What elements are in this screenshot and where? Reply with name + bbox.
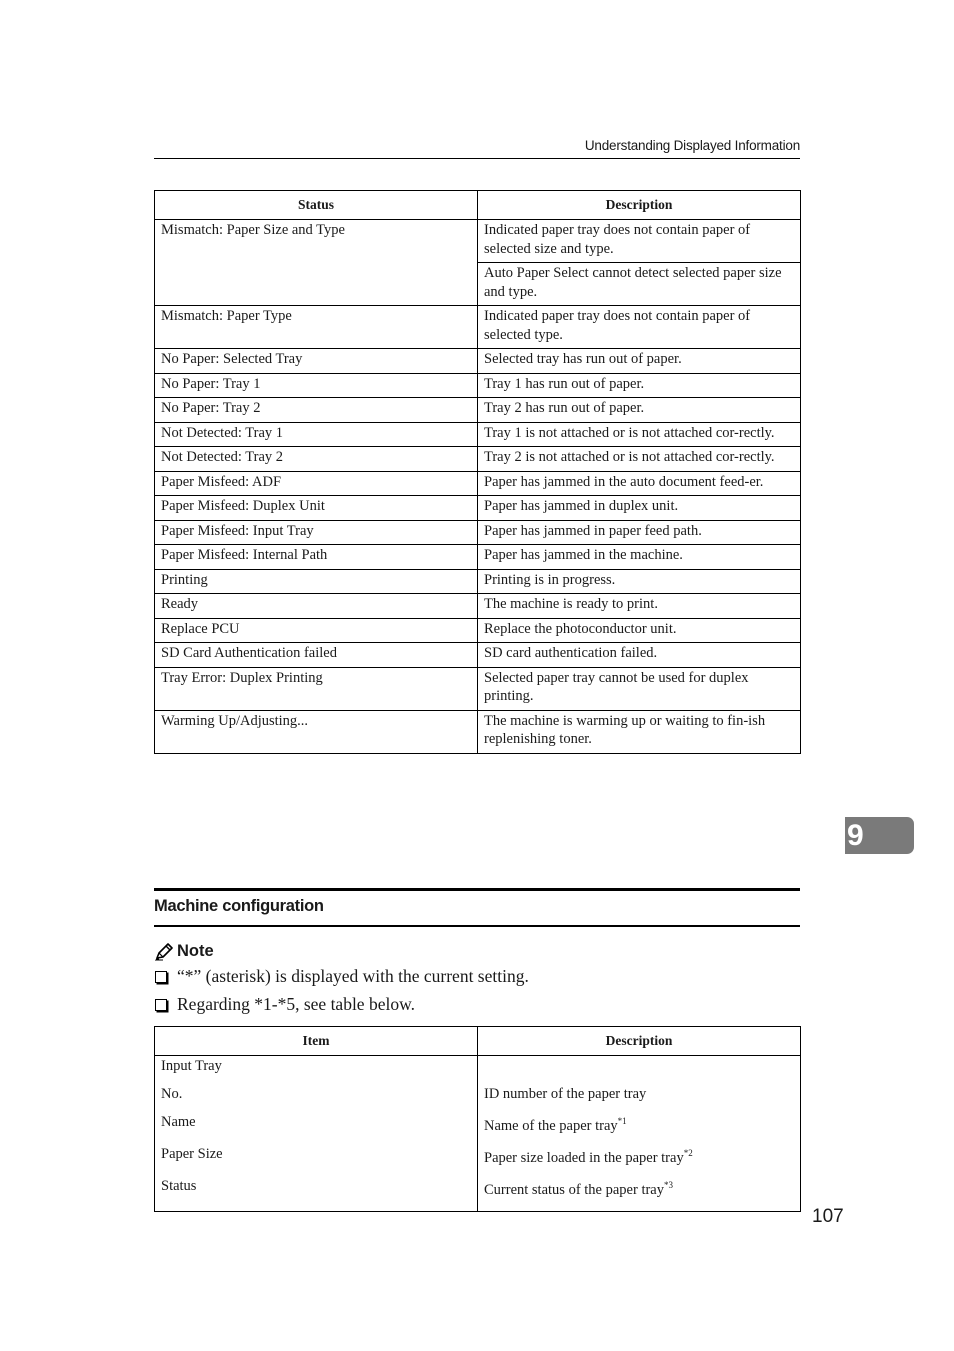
status-table-header-row (155, 191, 801, 220)
status-cell: No Paper: Tray 1 (155, 373, 478, 398)
config-table-header-row (155, 1027, 801, 1056)
table-row (155, 471, 801, 496)
description-cell: Selected paper tray cannot be used for duplex printing. (478, 667, 801, 710)
description-cell: Indicated paper tray does not contain paper of selected type. (478, 306, 801, 349)
chapter-tab: 9 (845, 817, 914, 854)
section-title: Machine configuration (154, 897, 324, 915)
table-row (155, 349, 801, 374)
description-cell: ID number of the paper tray (478, 1084, 801, 1112)
status-cell: Ready (155, 594, 478, 619)
note-item (154, 966, 529, 987)
footnote-ref: *1 (617, 1116, 627, 1126)
section-rule-bottom (154, 925, 800, 927)
description-cell: Paper has jammed in paper feed path. (478, 520, 801, 545)
item-cell: Paper Size (155, 1144, 478, 1176)
table-row (155, 422, 801, 447)
table-row (155, 545, 801, 570)
status-cell: Mismatch: Paper Size and Type (155, 220, 478, 306)
item-cell: No. (155, 1084, 478, 1112)
item-cell: Status (155, 1176, 478, 1212)
description-cell: Tray 2 has run out of paper. (478, 398, 801, 423)
pencil-icon (154, 943, 174, 961)
status-cell: Replace PCU (155, 618, 478, 643)
section-rule-top (154, 888, 800, 891)
description-cell: Paper size loaded in the paper tray$^{*2}$ (478, 1144, 801, 1176)
checkbox-bullet-icon (155, 971, 167, 983)
status-cell: Mismatch: Paper Type (155, 306, 478, 349)
item-cell: Input Tray (155, 1056, 478, 1085)
table-row (155, 1112, 801, 1144)
table-row (155, 306, 801, 349)
description-cell: Replace the photoconductor unit. (478, 618, 801, 643)
table-row (155, 496, 801, 521)
status-cell: Printing (155, 569, 478, 594)
description-cell: Printing is in progress. (478, 569, 801, 594)
footnote-ref: *3 (663, 1180, 673, 1190)
status-cell: Paper Misfeed: ADF (155, 471, 478, 496)
description-cell: Name of the paper tray$^{*1}$ (478, 1112, 801, 1144)
page-number: 107 (812, 1206, 844, 1227)
footnote-ref: *2 (683, 1148, 693, 1158)
column-header-item: Item (155, 1027, 478, 1056)
status-cell: SD Card Authentication failed (155, 643, 478, 668)
table-row (155, 1084, 801, 1112)
description-cell: Tray 1 is not attached or is not attached cor-rectly. (478, 422, 801, 447)
note-item (154, 994, 415, 1015)
table-row (155, 398, 801, 423)
note-heading (154, 942, 214, 961)
running-header: Understanding Displayed Information (584, 138, 800, 153)
status-cell: Not Detected: Tray 1 (155, 422, 478, 447)
table-row (155, 1144, 801, 1176)
description-cell: The machine is warming up or waiting to fin-ish replenishing toner. (478, 710, 801, 753)
status-cell: Paper Misfeed: Internal Path (155, 545, 478, 570)
status-cell: Not Detected: Tray 2 (155, 447, 478, 472)
checkbox-bullet-icon (155, 999, 167, 1011)
note-item-text: “*” (asterisk) is displayed with the current setting. (177, 966, 529, 986)
status-cell: Paper Misfeed: Duplex Unit (155, 496, 478, 521)
table-row (155, 569, 801, 594)
status-table (154, 190, 801, 754)
note-label: Note (177, 942, 214, 960)
table-row (155, 667, 801, 710)
table-row (155, 594, 801, 619)
description-cell: Auto Paper Select cannot detect selected paper size and type. (478, 263, 801, 306)
description-cell: The machine is ready to print. (478, 594, 801, 619)
header-rule (154, 158, 800, 159)
column-header-description: Description (478, 191, 801, 220)
item-cell: Name (155, 1112, 478, 1144)
description-cell: Tray 1 has run out of paper. (478, 373, 801, 398)
description-cell (478, 1056, 801, 1085)
table-row (155, 220, 801, 263)
status-cell: No Paper: Tray 2 (155, 398, 478, 423)
description-cell: Paper has jammed in duplex unit. (478, 496, 801, 521)
description-cell: Paper has jammed in the machine. (478, 545, 801, 570)
status-cell: No Paper: Selected Tray (155, 349, 478, 374)
table-row (155, 618, 801, 643)
description-cell: Current status of the paper tray$^{*3}$ (478, 1176, 801, 1212)
table-row (155, 1176, 801, 1212)
table-row (155, 1056, 801, 1085)
table-row (155, 447, 801, 472)
table-row (155, 643, 801, 668)
table-row (155, 373, 801, 398)
note-item-text: Regarding *1-*5, see table below. (177, 994, 415, 1014)
description-cell: Selected tray has run out of paper. (478, 349, 801, 374)
status-cell: Tray Error: Duplex Printing (155, 667, 478, 710)
table-row (155, 520, 801, 545)
description-cell: SD card authentication failed. (478, 643, 801, 668)
status-cell: Warming Up/Adjusting... (155, 710, 478, 753)
config-table (154, 1026, 801, 1212)
column-header-description: Description (478, 1027, 801, 1056)
table-row (155, 710, 801, 753)
column-header-status: Status (155, 191, 478, 220)
description-cell: Paper has jammed in the auto document feed-er. (478, 471, 801, 496)
status-cell: Paper Misfeed: Input Tray (155, 520, 478, 545)
description-cell: Tray 2 is not attached or is not attached cor-rectly. (478, 447, 801, 472)
description-cell: Indicated paper tray does not contain paper of selected size and type. (478, 220, 801, 263)
